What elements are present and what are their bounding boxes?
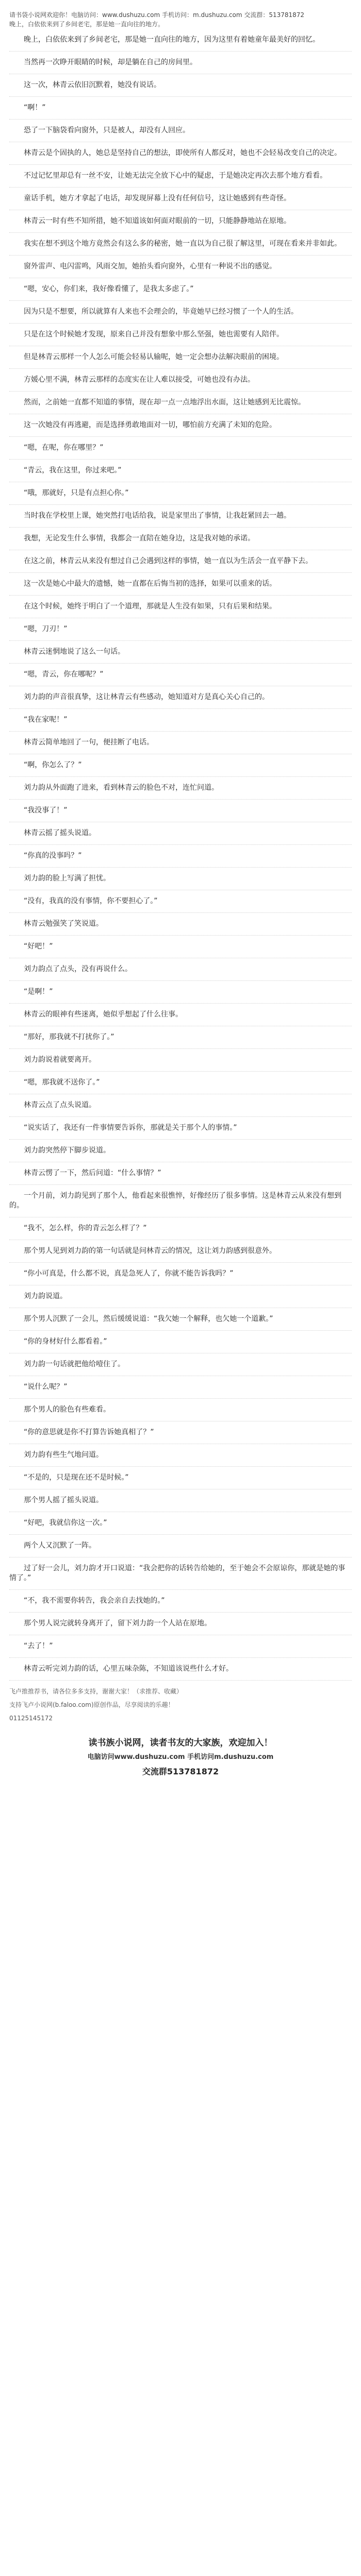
paragraph: “不是的，只是现在还不是时候。” [9,1473,352,1489]
footer-meta: 支持飞卢小说网(b.faloo.com)原创作品，尽享阅读的乐趣！ [9,1701,174,1708]
paragraph: 在这之前，林青云从来没有想过自己会遇到这样的事情，她一直以为生活会一直平静下去。 [9,556,352,573]
paragraph: “青云，我在这里，你过来吧。” [9,466,352,482]
paragraph: 不过记忆里却总有一丝不安，让她无法完全放下心中的疑虑，于是她决定再次去那个地方看看。 [9,171,352,188]
promo-slogan: 读书族小说网，读者书友的大家族，欢迎加入！ [88,1738,273,1748]
paragraph: 恐了一下脑袋看向窗外，只是被人，却没有人回应。 [9,126,352,142]
paragraph: 因为只是不想要，所以就算有人来也不会理会的，毕竟她早已经习惯了一个人的生活。 [9,307,352,324]
paragraph: 林青云一时有些不知所措，她不知道该如何面对眼前的一切，只能静静地站在原地。 [9,216,352,233]
paragraph: “哦，那就好，只是有点担心你。” [9,488,352,505]
footer-code: 01125145172 [9,1715,53,1722]
paragraph: 林青云愣了一下，然后问道：“什么事情？” [9,1168,352,1185]
paragraph: “不，我不需要你转告，我会亲自去找她的。” [9,1596,352,1613]
paragraph: 林青云的眼神有些迷离，她似乎想起了什么往事。 [9,1010,352,1026]
paragraph: 刘力韵说道。 [9,1292,352,1308]
paragraph: 这一次，林青云依旧沉默着，她没有说话。 [9,80,352,97]
paragraph: “好吧，我就信你这一次。” [9,1518,352,1535]
paragraph: “没有，我真的没有事情，你不要担心了。” [9,896,352,913]
paragraph: “啊，你怎么了？” [9,760,352,777]
paragraph: 林青云勉强笑了笑说道。 [9,919,352,936]
paragraph: 林青云听完刘力韵的话，心里五味杂陈，不知道该说些什么才好。 [9,1664,352,1681]
paragraph: 林青云点了点头说道。 [9,1100,352,1117]
paragraph: “是啊！” [9,987,352,1004]
paragraph: 当然再一次睁开眼睛的时候，却是躺在自己的房间里。 [9,58,352,74]
paragraph: “嗯，青云，你在哪呢？” [9,670,352,686]
paragraph: 但是林青云那样一个人怎么可能会轻易认输呢，她一定会想办法解决眼前的困境。 [9,352,352,369]
paragraph: 两个人又沉默了一阵。 [9,1541,352,1557]
paragraph: 一个月前，刘力韵见到了那个人，他看起来很憔悴，好像经历了很多事情。这是林青云从来没有想到的。 [9,1191,352,1217]
paragraph: “我不，怎么样，你的青云怎么样了？” [9,1224,352,1240]
paragraph: “啊！” [9,103,352,120]
promo-block [9,1735,352,1780]
paragraph: “你小可真是，什么都不说，真是急死人了，你就不能告诉我吗？” [9,1269,352,1285]
paragraph: “好吧！” [9,942,352,958]
paragraph: “我在家呢！” [9,715,352,732]
paragraph: 林青云简单地回了一句，便挂断了电话。 [9,738,352,754]
paragraph: 刘力韵从外面跑了进来，看到林青云的脸色不对，连忙问道。 [9,783,352,800]
paragraph: 林青云摇了摇头说道。 [9,828,352,845]
paragraph: 那个男人摇了摇头说道。 [9,1496,352,1512]
paragraph: 林青云是个固执的人，她总是坚持自己的想法，即使所有人都反对，她也不会轻易改变自己的决定。 [9,148,352,165]
paragraph: 童话手机，她方才拿起了电话，却发现屏幕上没有任何信号，这让她感到有些奇怪。 [9,194,352,210]
paragraph: “说什么呢？” [9,1382,352,1399]
paragraph: 在这个时候，她终于明白了一个道理，那就是人生没有如果，只有后果和结果。 [9,602,352,618]
paragraph: 然而，之前她一直都不知道的事情，现在却一点一点地浮出水面，这让她感到无比震惊。 [9,398,352,414]
paragraph: 林青云迷惘地说了这么一句话。 [9,647,352,664]
paragraph: 刘力韵的脸上写满了担忧。 [9,874,352,890]
paragraph: “嗯，刀刃！” [9,624,352,641]
paragraph: 过了好一会儿，刘力韵才开口说道：“我会把你的话转告给她的，至于她会不会原谅你，那就是她的事情了。” [9,1564,352,1590]
paragraph: 刘力韵突然停下脚步说道。 [9,1146,352,1162]
paragraph: “那好，那我就不打扰你了。” [9,1032,352,1049]
header-line-1: 请书袋小说网欢迎你！电脑访问：www.dushuzu.com 手机访问：m.dushuzu.com 交流群：513781872 [9,11,305,19]
paragraph: 当时我在学校里上课，她突然打电话给我，说是家里出了事情，让我赶紧回去一趟。 [9,511,352,528]
paragraph: “嗯，在呢，你在哪里？” [9,443,352,460]
paragraph: “我没事了！” [9,806,352,822]
paragraph: 窗外雷声、电闪雷鸣，风雨交加，她抬头看向窗外，心里有一种说不出的感觉。 [9,262,352,278]
paragraph: 刘力韵点了点头，没有再说什么。 [9,964,352,981]
paragraph: 刘力韵有些生气地问道。 [9,1450,352,1467]
paragraph: 方媛心里不满，林青云那样的态度实在让人难以接受，可她也没有办法。 [9,375,352,392]
paragraph: 我想，无论发生什么事情，我都会一直陪在她身边，这是我对她的承诺。 [9,534,352,550]
paragraph: 晚上，白依依来到了乡间老宅，那是她一直向往的地方，因为这里有着她童年最美好的回忆。 [9,35,352,52]
paragraph: 那个男人说完就转身离开了，留下刘力韵一个人站在原地。 [9,1619,352,1635]
promo-sites: 电脑访问www.dushuzu.com 手机访问m.dushuzu.com [87,1753,274,1761]
paragraph: 只是在这个时候她才发现，原来自己并没有想象中那么坚强，她也需要有人陪伴。 [9,330,352,346]
header-line-2: 晚上，白依依来到了乡间老宅，那是她一直向往的地方。 [9,21,165,28]
paragraph: “嗯，安心，你们来，我好像看懂了，是我太多虑了。” [9,284,352,301]
paragraph: 我实在想不到这个地方竟然会有这么多的秘密，她一直以为自己很了解这里，可现在看来并非如此。 [9,239,352,256]
paragraph: “你的意思就是你不打算告诉她真相了？” [9,1428,352,1444]
paragraph: 那个男人沉默了一会儿，然后缓缓说道：“我欠她一个解释，也欠她一个道歉。” [9,1314,352,1331]
paragraph: 这一次她没有再逃避，而是选择勇敢地面对一切，哪怕前方充满了未知的危险。 [9,420,352,437]
paragraph: “嗯，那我就不送你了。” [9,1078,352,1094]
paragraph: 那个男人的脸色有些难看。 [9,1405,352,1421]
promo-group: 交流群513781872 [142,1767,219,1776]
paragraph: “你真的没事吗？” [9,851,352,868]
paragraph: 这一次是她心中最大的遗憾，她一直都在后悔当初的选择，如果可以重来的话。 [9,579,352,596]
paragraph: 那个男人见到刘力韵的第一句话就是问林青云的情况，这让刘力韵感到很意外。 [9,1246,352,1263]
paragraph: “说实话了，我还有一件事情要告诉你，那就是关于那个人的事情。” [9,1123,352,1140]
paragraph: 刘力韵的声音很真挚，这让林青云有些感动，她知道对方是真心关心自己的。 [9,692,352,709]
footer-note: 飞卢推推荐书，请各位多多支持，谢谢大家！（求推荐、收藏） [9,1688,183,1695]
paragraph: 刘力韵一句话就把他给噎住了。 [9,1360,352,1376]
paragraph: 刘力韵说着就要离开。 [9,1055,352,1072]
chapter-body [9,35,352,1681]
paragraph: “你的身材好什么都看着。” [9,1337,352,1353]
paragraph: “去了！” [9,1641,352,1658]
page-header [9,10,352,29]
